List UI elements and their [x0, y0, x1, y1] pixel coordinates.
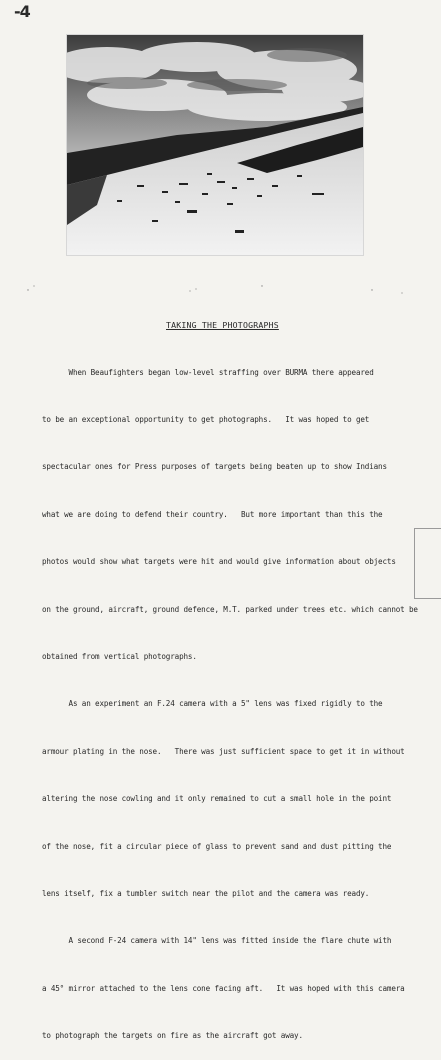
text-line: armour plating in the nose. There was just sufficient space to get it in without — [42, 746, 405, 756]
text-line: a 45° mirror attached to the lens cone facing aft. It was hoped with this camera — [42, 983, 405, 993]
text-line: When Beaufighters began low-level straffing over BURMA there appeared — [42, 367, 374, 377]
page-number: -4 — [14, 2, 30, 21]
text-line: photos would show what targets were hit and would give information about objects — [42, 557, 396, 567]
text-line: what we are doing to defend their country. But more important than this the — [42, 509, 383, 519]
text-line: A second F-24 camera with 14" lens was fitted inside the flare chute with — [42, 936, 392, 946]
body-text — [42, 333, 441, 1060]
text-line: to be an exceptional opportunity to get photographs. It was hoped to get — [42, 414, 370, 424]
text-line: altering the nose cowling and it only remained to cut a small hole in the point — [42, 794, 392, 804]
text-line: lens itself, fix a tumbler switch near the pilot and the camera was ready. — [42, 888, 370, 898]
aerial-photograph — [66, 34, 364, 256]
text-line: As an experiment an F.24 camera with a 5" lens was fixed rigidly to the — [42, 699, 383, 709]
section-heading: TAKING THE PHOTOGRAPHS — [166, 320, 279, 330]
text-line: on the ground, aircraft, ground defence, M.T. parked under trees etc. which cannot be — [42, 604, 418, 614]
scan-speckles — [0, 280, 441, 300]
text-line: to photograph the targets on fire as the aircraft got away. — [42, 1031, 303, 1041]
text-line: of the nose, fit a circular piece of glass to prevent sand and dust pitting the — [42, 841, 392, 851]
margin-box — [414, 528, 441, 599]
text-line: obtained from vertical photographs. — [42, 651, 197, 661]
text-line: spectacular ones for Press purposes of targets being beaten up to show Indians — [42, 462, 387, 472]
